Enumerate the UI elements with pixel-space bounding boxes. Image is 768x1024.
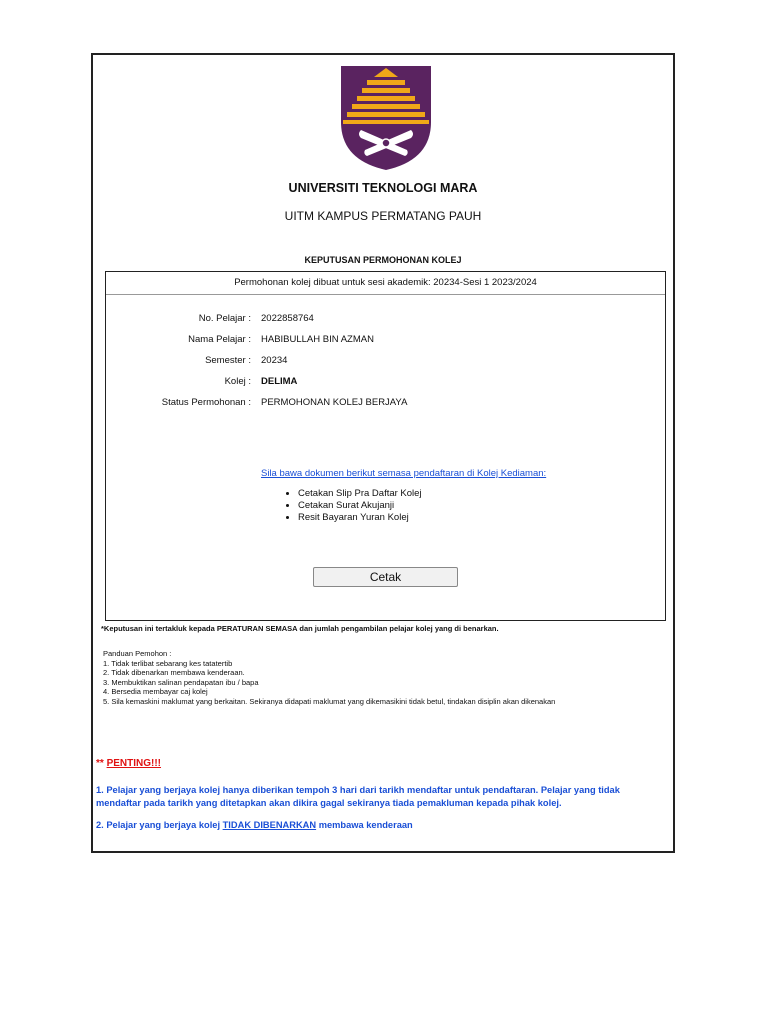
- guide-list: [103, 659, 555, 707]
- guide-item: 1. Tidak terlibat sebarang kes tatatertib: [103, 658, 233, 668]
- campus-name: UITM KAMPUS PERMATANG PAUH: [284, 209, 482, 223]
- list-item: • Resit Bayaran Yuran Kolej: [298, 512, 422, 524]
- guide-item: 5. Sila kemaskini maklumat yang berkaitan. Sekiranya didapati maklumat yang dikemasikini tidak betul, tindakan disiplin akan dikenakan: [103, 696, 556, 706]
- field-label: Semester :: [205, 355, 251, 366]
- list-item: • Cetakan Surat Akujanji: [298, 500, 422, 512]
- field-value: 20234: [261, 355, 288, 366]
- disclaimer-note: *Keputusan ini tertakluk kepada PERATURAN SEMASA dan jumlah pengambilan pelajar kolej yang di benarkan.: [101, 624, 499, 633]
- field-value: PERMOHONAN KOLEJ BERJAYA: [261, 397, 408, 408]
- document-title: KEPUTUSAN PERMOHONAN KOLEJ: [304, 255, 462, 265]
- field-value: DELIMA: [261, 376, 298, 387]
- document-list: [286, 488, 422, 524]
- field-college: [106, 375, 665, 389]
- field-semester: [106, 354, 665, 368]
- university-name: UNIVERSITI TEKNOLOGI MARA: [288, 181, 478, 195]
- uitm-crest-icon: [339, 64, 433, 172]
- guide-item: 4. Bersedia membayar caj kolej: [103, 687, 208, 697]
- important-point-1: 1. Pelajar yang berjaya kolej hanya diberikan tempoh 3 hari dari tarikh mendaftar untuk pendaftaran. Pelajar yang tidak mendaftar pada tarikh yang ditetapkan akan dikira gagal sekiranya tiada pemakluman kepada pihak kolej.: [96, 785, 620, 808]
- important-title: PENTING!!!: [106, 758, 162, 769]
- field-status: [106, 396, 665, 410]
- field-label: Status Permohonan :: [161, 397, 251, 408]
- print-button[interactable]: Cetak: [313, 567, 458, 587]
- documents-notice-link[interactable]: Sila bawa dokumen berikut semasa pendaftaran di Kolej Kediaman:: [261, 468, 547, 479]
- result-page-frame: [91, 53, 675, 853]
- point2-text-end: membawa kenderaan: [316, 820, 413, 830]
- guide-title: Panduan Pemohon :: [103, 649, 172, 658]
- point2-emphasis: TIDAK DIBENARKAN: [222, 820, 317, 830]
- important-prefix: **: [96, 758, 107, 769]
- important-point-2: [96, 820, 413, 830]
- field-value: HABIBULLAH BIN AZMAN: [261, 334, 374, 345]
- guide-item: 3. Membuktikan salinan pendapatan ibu / bapa: [103, 677, 259, 687]
- field-student-no: [106, 312, 665, 326]
- field-label: Nama Pelajar :: [188, 334, 251, 345]
- field-student-name: [106, 333, 665, 347]
- field-label: No. Pelajar :: [198, 313, 251, 324]
- important-heading: [96, 758, 161, 769]
- field-value: 2022858764: [261, 313, 314, 324]
- guide-item: 2. Tidak dibenarkan membawa kenderaan.: [103, 668, 245, 678]
- field-label: Kolej :: [224, 376, 251, 387]
- result-box: [105, 271, 666, 621]
- point2-text: 2. Pelajar yang berjaya kolej: [96, 820, 223, 830]
- session-info: Permohonan kolej dibuat untuk sesi akademik: 20234-Sesi 1 2023/2024: [106, 272, 665, 295]
- applicant-guide: [103, 649, 555, 707]
- list-item: • Cetakan Slip Pra Daftar Kolej: [298, 488, 422, 500]
